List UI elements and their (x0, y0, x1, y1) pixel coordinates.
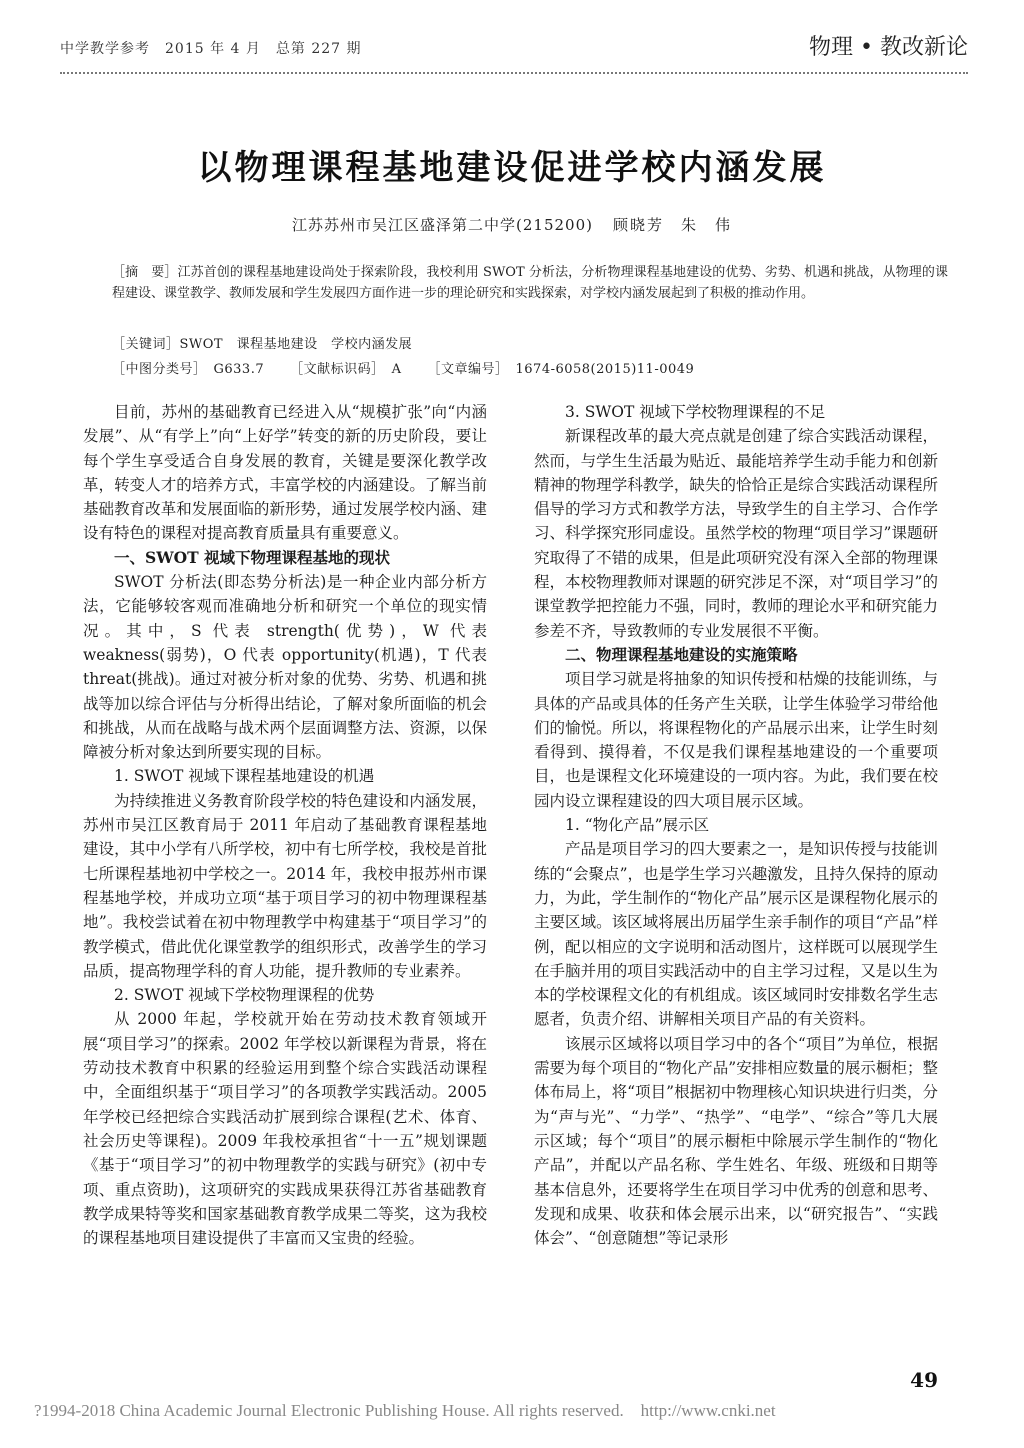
section-heading: 一、SWOT 视域下物理课程基地的现状 (114, 547, 391, 567)
classification-line (112, 358, 694, 377)
paragraph: 从 2000 年起，学校就开始在劳动技术教育领域开展“项目学习”的探索。2002 年学校以新课程为背景，将在劳动技术教育中积累的经验运用到整个综合实践活动课程中，全面组织基于“项目学习”的各项教学实践活动。2005 年学校已经把综合实践活动扩展到综合课程(艺术、体育、社会历史等课程)。2009 年我校承担省“十一五”规划课题《基于“项目学习”的初中物理教学的实践与研究》(初中专项、重点资助)，这项研究的实践成果获得江苏省基础教育教学成果特等奖和国家基础教育教学成果二等奖，这为我校的课程基地项目建设提供了丰富而又宝贵的经验。 (83, 1010, 487, 1248)
section-label: 物理 • 教改新论 (809, 35, 968, 60)
paragraph: 目前，苏州的基础教育已经进入从“规模扩张”向“内涵发展”、从“有学上”向“上好学”转变的新的历史阶段，要让每个学生享受适合自身发展的教育，关键是要深化教学改革，转变人才的培养方式，丰富学校的内涵建设。了解当前基础教育改革和发展面临的新形势，通过发展学校内涵、建设有特色的课程对提高教育质量具有重要意义。 (83, 403, 487, 543)
paragraph: 该展示区域将以项目学习中的各个“项目”为单位，根据需要为每个项目的“物化产品”安排相应数量的展示橱柜；整体布局上，将“项目”根据初中物理核心知识块进行归类，分为“声与光”、“力学”、“热学”、“电学”、“综合”等几大展示区域；每个“项目”的展示橱柜中除展示学生制作的“物化产品”，并配以产品名称、学生姓名、年级、班级和日期等基本信息外，还要将学生在项目学习中优秀的创意和思考、发现和成果、收获和体会展示出来，以“研究报告”、“实践体会”、“创意随想”等记录形 (534, 1034, 938, 1248)
article-number: ［文章编号］ 1674-6058(2015)11-0049 (427, 362, 695, 377)
right-column (534, 400, 938, 1250)
keywords: ［关键词］SWOT 课程基地建设 学校内涵发展 (112, 337, 413, 352)
abstract: ［摘 要］江苏首创的课程基地建设尚处于探索阶段，我校利用 SWOT 分析法，分析物理课程基地建设的优势、劣势、机遇和挑战，从物理的课程建设、课堂教学、教师发展和学生发展四方面作进一步的理论研究和实践探索，对学校内涵发展起到了积极的推动作用。 (112, 265, 948, 301)
article-title: 以物理课程基地建设促进学校内涵发展 (197, 148, 827, 188)
paragraph: SWOT 分析法(即态势分析法)是一种企业内部分析方法，它能够较客观而准确地分析和研究一个单位的现实情况。其中，S 代表 strength(优势)，W 代表 weakness(弱势)，O 代表 opportunity(机遇)，T 代表 threat(挑战)。通过对被分析对象的优势、劣势、机遇和挑战等加以综合评估与分析得出结论，了解对象所面临的机会和挑战，从而在战略与战术两个层面调整方法、资源，以保障被分析对象达到所要实现的目标。 (83, 573, 487, 762)
subsection-heading: 1. “物化产品”展示区 (565, 816, 710, 835)
subsection-heading: 3. SWOT 视域下学校物理课程的不足 (565, 403, 826, 421)
paragraph: 项目学习就是将抽象的知识传授和枯燥的技能训练，与具体的产品或具体的任务产生关联，让学生体验学习带给他们的愉悦。所以，将课程物化的产品展示出来，让学生时刻看得到、摸得着，不仅是我们课程基地建设的一个重要项目，也是课程文化环境建设的一项内容。为此，我们要在校园内设立课程建设的四大项目展示区域。 (534, 670, 938, 810)
paragraph: 产品是项目学习的四大要素之一，是知识传授与技能训练的“会聚点”，也是学生学习兴趣激发，且持久保持的原动力，为此，学生制作的“物化产品”展示区是课程物化展示的主要区域。该区域将展出历届学生亲手制作的项目“产品”样例，配以相应的文字说明和活动图片，这样既可以展现学生在手脑并用的项目实践活动中的自主学习过程，又是以生为本的学校课程文化的有机组成。该区域同时安排数名学生志愿者，负责介绍、讲解相关项目产品的有关资料。 (534, 840, 938, 1029)
subsection-heading: 2. SWOT 视域下学校物理课程的优势 (114, 986, 375, 1005)
clc-number: ［中图分类号］ G633.7 (112, 362, 265, 377)
author-line (0, 214, 1024, 235)
page-number: 49 (910, 1368, 938, 1392)
section-heading: 二、物理课程基地建设的实施策略 (565, 644, 798, 664)
author-names: 顾晓芳 朱 伟 (612, 216, 732, 234)
paragraph: 为持续推进义务教育阶段学校的特色建设和内涵发展，苏州市吴江区教育局于 2011 年启动了基础教育课程基地建设，其中小学有八所学校，初中有七所学校，我校是首批七所课程基地初中学校之一。2014 年，我校申报苏州市课程基地学校，并成功立项“基于项目学习的初中物理课程基地”。我校尝试着在初中物理教学中构建基于“项目学习”的教学模式，借此优化课堂教学的组织形式，改善学生的学习品质，提高物理学科的育人功能，提升教师的专业素养。 (83, 791, 487, 980)
copyright-footer: ?1994-2018 China Academic Journal Electronic Publishing House. All rights reserved. http://www.cnki.net (34, 1401, 776, 1420)
paragraph: 新课程改革的最大亮点就是创建了综合实践活动课程，然而，与学生生活最为贴近、最能培养学生动手能力和创新精神的物理学科教学，缺失的恰恰正是综合实践活动课程所倡导的学习方式和教学方法，导致学生的自主学习、合作学习、科学探究形同虚设。虽然学校的物理“项目学习”课题研究取得了不错的成果，但是此项研究没有深入全部的物理课程，本校物理教师对课题的研究涉足不深，对“项目学习”的课堂教学把控能力不强，同时，教师的理论水平和研究能力参差不齐，导致教师的专业发展很不平衡。 (534, 427, 938, 640)
document-code: ［文献标识码］ A (290, 362, 402, 377)
affiliation: 江苏苏州市吴江区盛泽第二中学(215200) (292, 216, 593, 234)
subsection-heading: 1. SWOT 视域下课程基地建设的机遇 (114, 767, 375, 786)
left-column (83, 400, 487, 1250)
journal-info: 中学教学参考 2015 年 4 月 总第 227 期 (60, 41, 362, 57)
running-header (60, 22, 968, 74)
